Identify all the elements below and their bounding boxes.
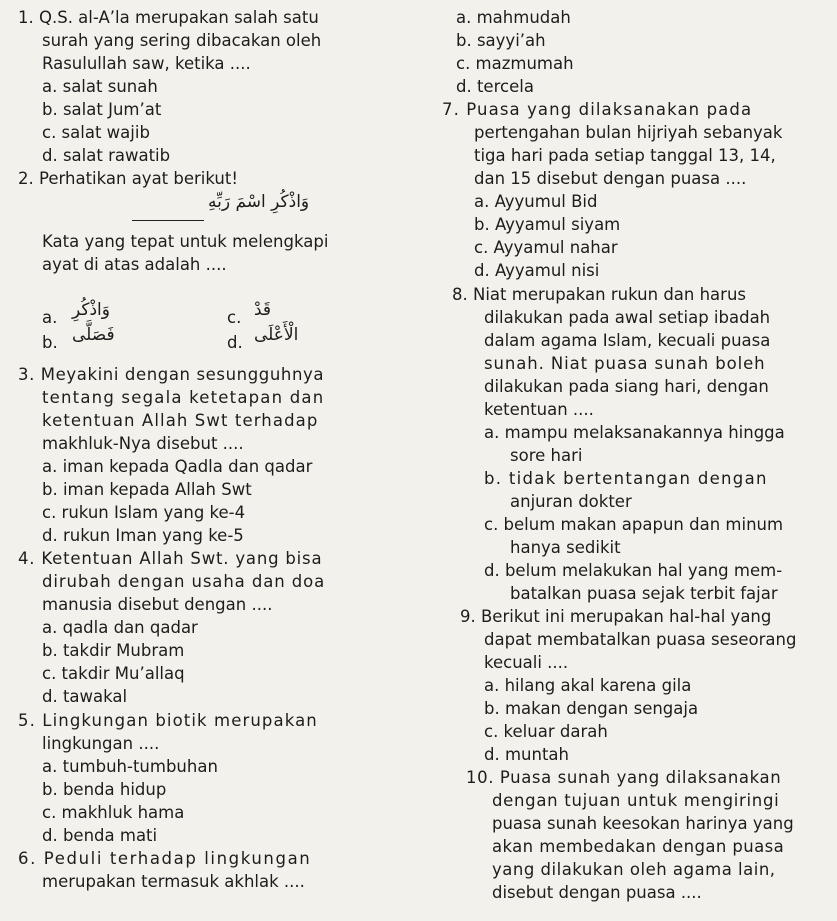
option-c: c. rukun Islam yang ke-4 bbox=[42, 503, 246, 522]
option-a-cont: sore hari bbox=[510, 446, 583, 465]
question-text: makhluk-Nya disebut .... bbox=[42, 434, 244, 453]
option-b: b. iman kepada Allah Swt bbox=[42, 480, 252, 499]
question-text: lingkungan .... bbox=[42, 734, 160, 753]
question-text: surah yang sering dibacakan oleh bbox=[42, 31, 322, 50]
option-a: a. mahmudah bbox=[456, 8, 571, 27]
question-text: 4. Ketentuan Allah Swt. yang bisa bbox=[18, 549, 323, 568]
question-text: 6. Peduli terhadap lingkungan bbox=[18, 849, 312, 868]
option-d: d. muntah bbox=[484, 745, 569, 764]
option-b-letter: b. bbox=[42, 333, 58, 352]
question-text: tentang segala ketetapan dan bbox=[42, 388, 325, 407]
question-text: ketentuan .... bbox=[484, 400, 594, 419]
question-text: 9. Berikut ini merupakan hal-hal yang bbox=[460, 607, 772, 626]
option-b: b. sayyi’ah bbox=[456, 31, 546, 50]
question-text: yang dilakukan oleh agama lain, bbox=[492, 860, 776, 879]
option-d: d. salat rawatib bbox=[42, 146, 171, 165]
question-text: Kata yang tepat untuk melengkapi bbox=[42, 232, 329, 251]
option-a: a. hilang akal karena gila bbox=[484, 676, 692, 695]
question-text: Rasulullah saw, ketika .... bbox=[42, 54, 251, 73]
question-text: ketentuan Allah Swt terhadap bbox=[42, 411, 319, 430]
arabic-verse: وَاذْكُرِ اسْمَ رَبِّهِ bbox=[208, 192, 310, 212]
option-c: c. keluar darah bbox=[484, 722, 608, 741]
option-a-arabic: وَاذْكُرِ bbox=[72, 300, 110, 320]
option-d-arabic: الْأَعْلَى bbox=[254, 325, 299, 345]
option-a: a. tumbuh-tumbuhan bbox=[42, 757, 218, 776]
option-b-cont: anjuran dokter bbox=[510, 492, 632, 511]
option-b-arabic: فَصَلَّى bbox=[72, 325, 115, 345]
question-text: puasa sunah keesokan harinya yang bbox=[492, 814, 794, 833]
option-d: d. tercela bbox=[456, 77, 534, 96]
option-d: d. rukun Iman yang ke-5 bbox=[42, 526, 244, 545]
option-c: c. salat wajib bbox=[42, 123, 150, 142]
question-text: dilakukan pada siang hari, dengan bbox=[484, 377, 769, 396]
option-a-letter: a. bbox=[42, 308, 58, 327]
question-text: merupakan termasuk akhlak .... bbox=[42, 872, 305, 891]
option-a: a. Ayyumul Bid bbox=[474, 192, 598, 211]
question-text: dengan tujuan untuk mengiringi bbox=[492, 791, 780, 810]
question-text: dilakukan pada awal setiap ibadah bbox=[484, 308, 771, 327]
question-text: pertengahan bulan hijriyah sebanyak bbox=[474, 123, 783, 142]
question-text: ayat di atas adalah .... bbox=[42, 255, 227, 274]
option-a: a. salat sunah bbox=[42, 77, 158, 96]
question-text: dapat membatalkan puasa seseorang bbox=[484, 630, 797, 649]
question-text: 10. Puasa sunah yang dilaksanakan bbox=[466, 768, 782, 787]
question-text: tiga hari pada setiap tanggal 13, 14, bbox=[474, 146, 776, 165]
option-d-cont: batalkan puasa sejak terbit fajar bbox=[510, 584, 778, 603]
answer-blank bbox=[132, 220, 204, 221]
option-b: b. takdir Mubram bbox=[42, 641, 185, 660]
question-text: dan 15 disebut dengan puasa .... bbox=[474, 169, 747, 188]
option-c-arabic: قَدْ bbox=[254, 300, 272, 320]
option-b: b. makan dengan sengaja bbox=[484, 699, 699, 718]
question-text: disebut dengan puasa .... bbox=[492, 883, 702, 902]
option-c: c. makhluk hama bbox=[42, 803, 185, 822]
option-d: d. Ayyamul nisi bbox=[474, 261, 600, 280]
option-c: c. mazmumah bbox=[456, 54, 574, 73]
option-c: c. takdir Mu’allaq bbox=[42, 664, 185, 683]
question-text: sunah. Niat puasa sunah boleh bbox=[484, 354, 766, 373]
option-c-cont: hanya sedikit bbox=[510, 538, 621, 557]
option-d: d. belum melakukan hal yang mem- bbox=[484, 561, 783, 580]
question-text: dirubah dengan usaha dan doa bbox=[42, 572, 326, 591]
question-text: 5. Lingkungan biotik merupakan bbox=[18, 711, 318, 730]
option-a: a. mampu melaksanakannya hingga bbox=[484, 423, 785, 442]
option-b: b. salat Jum’at bbox=[42, 100, 162, 119]
option-c-letter: c. bbox=[227, 308, 242, 327]
option-b: b. benda hidup bbox=[42, 780, 167, 799]
question-text: 8. Niat merupakan rukun dan harus bbox=[452, 285, 747, 304]
question-text: dalam agama Islam, kecuali puasa bbox=[484, 331, 771, 350]
option-a: a. qadla dan qadar bbox=[42, 618, 198, 637]
option-b: b. tidak bertentangan dengan bbox=[484, 469, 768, 488]
question-text: 3. Meyakini dengan sesungguhnya bbox=[18, 365, 325, 384]
question-text: 7. Puasa yang dilaksanakan pada bbox=[442, 100, 753, 119]
option-d-letter: d. bbox=[227, 333, 243, 352]
option-c: c. belum makan apapun dan minum bbox=[484, 515, 784, 534]
option-d: d. benda mati bbox=[42, 826, 158, 845]
question-text: kecuali .... bbox=[484, 653, 569, 672]
option-a: a. iman kepada Qadla dan qadar bbox=[42, 457, 313, 476]
question-text: manusia disebut dengan .... bbox=[42, 595, 273, 614]
question-text: 1. Q.S. al-A’la merupakan salah satu bbox=[18, 8, 319, 27]
option-b: b. Ayyamul siyam bbox=[474, 215, 621, 234]
question-text: akan membedakan dengan puasa bbox=[492, 837, 785, 856]
option-d: d. tawakal bbox=[42, 687, 128, 706]
question-text: 2. Perhatikan ayat berikut! bbox=[18, 169, 238, 188]
option-c: c. Ayyamul nahar bbox=[474, 238, 618, 257]
